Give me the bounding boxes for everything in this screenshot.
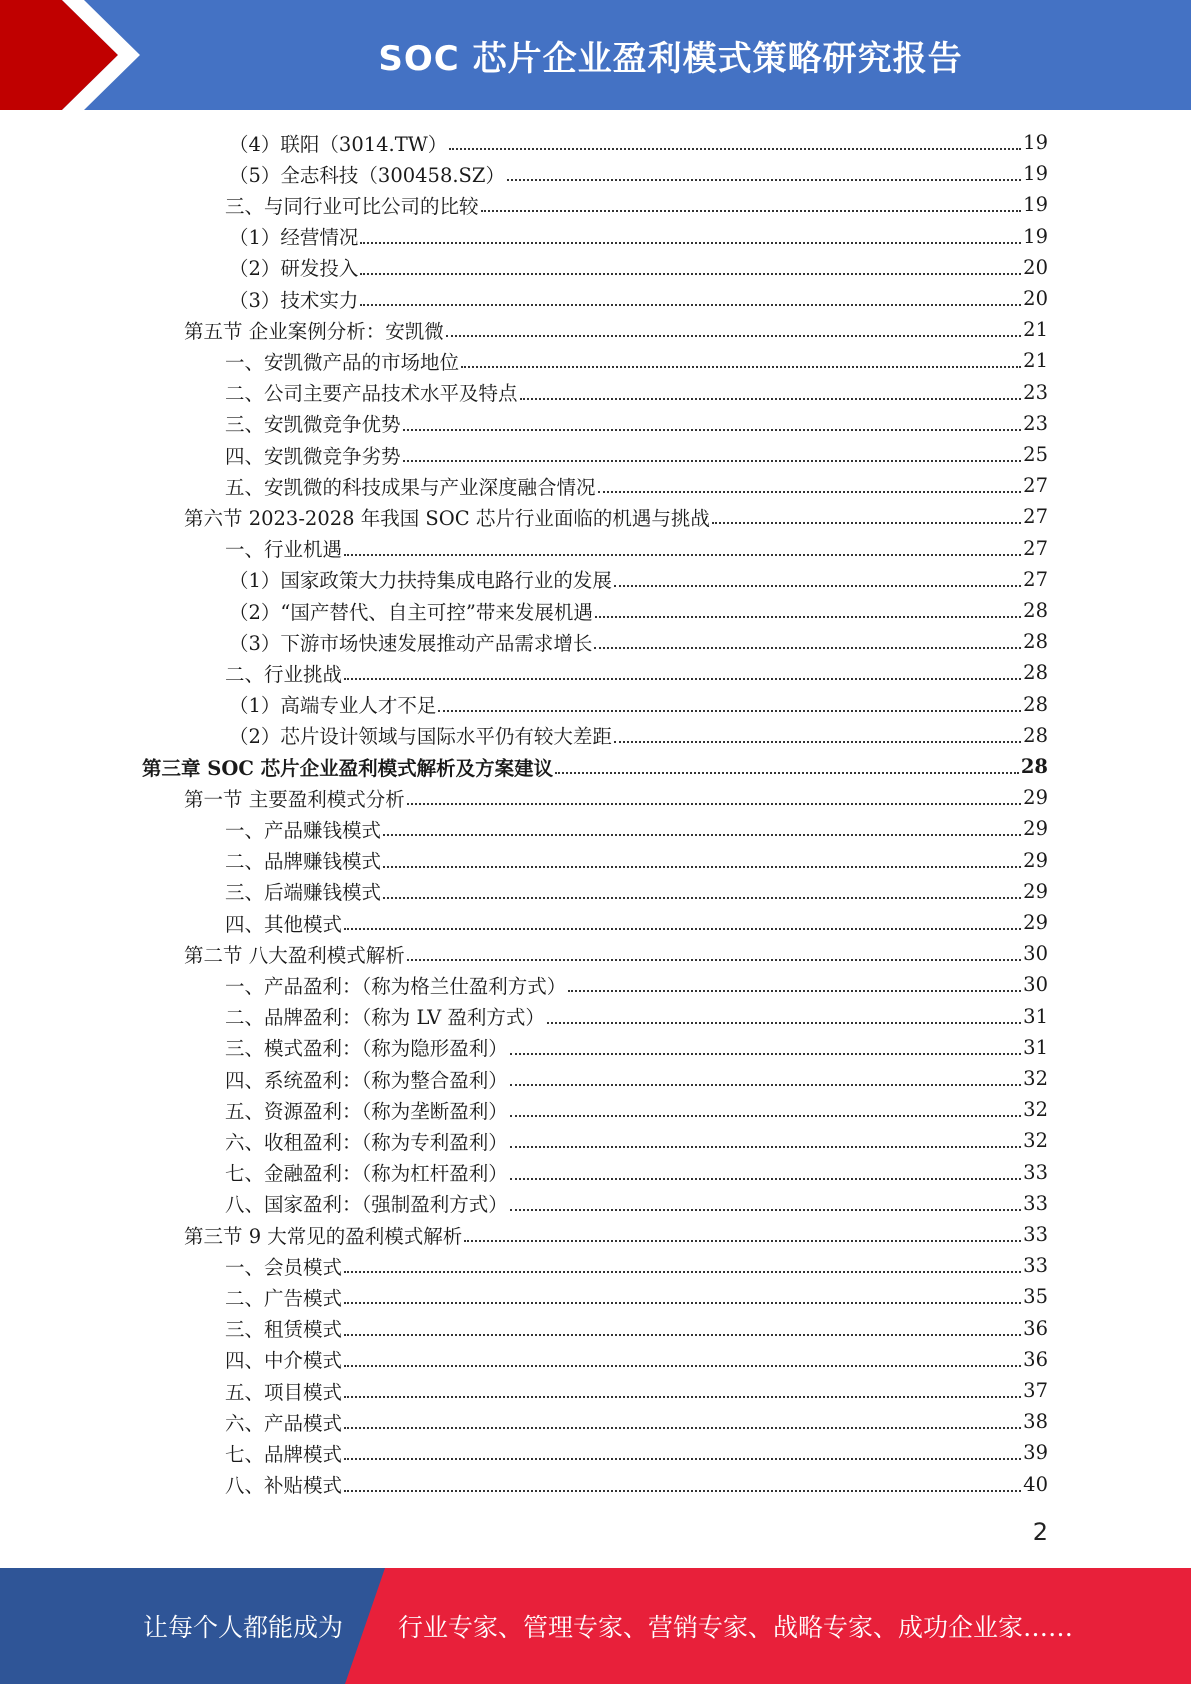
toc-entry-title: 二、行业挑战 [225,662,343,686]
toc-dot-leader [555,771,1019,774]
toc-entry[interactable] [225,1032,1048,1063]
toc-dot-leader [344,1364,1021,1367]
toc-dot-leader [360,241,1021,244]
toc-page-number: 21 [1023,318,1048,342]
toc-dot-leader [449,147,1021,150]
toc-dot-leader [446,334,1021,337]
toc-dot-leader [520,397,1022,400]
toc-dot-leader [598,490,1022,493]
toc-page-number: 23 [1023,411,1048,435]
toc-page-number: 19 [1023,193,1048,217]
toc-entry-title: 三、与同行业可比公司的比较 [225,194,479,218]
toc-page-number: 30 [1023,942,1048,966]
page-footer [0,1568,1191,1684]
toc-entry-title: 七、品牌模式 [225,1442,343,1466]
toc-entry[interactable] [184,501,1048,532]
toc-entry[interactable] [225,1313,1048,1344]
toc-dot-leader [344,1457,1021,1460]
toc-entry-title: 第二节 八大盈利模式解析 [184,943,405,967]
toc-entry[interactable] [225,1001,1048,1032]
toc-page-number: 28 [1020,755,1048,778]
toc-entry[interactable] [184,782,1048,813]
toc-entry-title: （2）研发投入 [229,257,359,281]
toc-page-number: 33 [1023,1160,1048,1184]
toc-entry[interactable] [225,470,1048,501]
toc-entry-title: （5）全志科技（300458.SZ） [229,163,505,187]
toc-entry-title: 三、模式盈利：（称为隐形盈利） [225,1037,508,1061]
toc-dot-leader [568,989,1021,992]
toc-entry-title: （3）下游市场快速发展推动产品需求增长 [229,631,593,655]
toc-entry-title: （1）经营情况 [229,226,359,250]
toc-entry-title: 二、公司主要产品技术水平及特点 [225,382,518,406]
toc-entry[interactable] [225,533,1048,564]
toc-page-number: 28 [1023,630,1048,654]
toc-entry-title: 三、租赁模式 [225,1318,343,1342]
toc-page-number: 23 [1023,380,1048,404]
toc-page-number: 36 [1023,1347,1048,1371]
toc-entry[interactable] [225,657,1048,688]
page-header [0,0,1191,110]
toc-entry-title: （3）技术实力 [229,288,359,312]
toc-entry-title: 二、品牌赚钱模式 [225,850,382,874]
toc-dot-leader [344,1395,1021,1398]
toc-entry-title: 第三章 SOC 芯片企业盈利模式解析及方案建议 [142,756,554,780]
page-number: 2 [1032,1518,1048,1546]
toc-dot-leader [438,709,1021,712]
toc-entry-title: 四、中介模式 [225,1349,343,1373]
toc-entry-title: （4）联阳（3014.TW） [229,132,448,156]
toc-page-number: 20 [1023,255,1048,279]
toc-entry-title: 四、安凯微竞争劣势 [225,444,401,468]
toc-page-number: 33 [1023,1191,1048,1215]
toc-page-number: 31 [1023,1004,1048,1028]
toc-entry[interactable] [225,1094,1048,1125]
toc-entry[interactable] [225,1375,1048,1406]
toc-entry-title: （2）“国产替代、自主可控”带来发展机遇 [229,600,593,624]
toc-page-number: 32 [1023,1129,1048,1153]
toc-dot-leader [510,1177,1021,1180]
toc-dot-leader [510,1208,1021,1211]
toc-dot-leader [712,521,1021,524]
toc-entry[interactable] [225,813,1048,844]
toc-page-number: 32 [1023,1098,1048,1122]
toc-page-number: 37 [1023,1379,1048,1402]
toc-dot-leader [403,428,1022,431]
toc-entry-title: 五、安凯微的科技成果与产业深度融合情况 [225,475,596,499]
toc-dot-leader [614,584,1021,587]
red-chevron-icon [0,0,150,110]
toc-entry-title: 七、金融盈利：（称为杠杆盈利） [225,1162,508,1186]
toc-entry-title: 一、行业机遇 [225,538,343,562]
toc-dot-leader [344,1270,1021,1273]
toc-page-number: 29 [1023,786,1048,810]
toc-entry-title: 第一节 主要盈利模式分析 [184,787,405,811]
toc-entry[interactable] [225,845,1048,876]
toc-entry[interactable] [225,1469,1048,1500]
toc-dot-leader [383,833,1021,836]
toc-entry-title: 六、产品模式 [225,1411,343,1435]
toc-dot-leader [383,896,1021,899]
toc-dot-leader [594,646,1021,649]
toc-dot-leader [510,1145,1021,1148]
toc-entry[interactable] [229,564,1048,595]
toc-page-number: 27 [1023,474,1048,498]
toc-entry-title: 三、后端赚钱模式 [225,881,382,905]
toc-entry[interactable] [229,283,1048,314]
toc-entry[interactable] [225,377,1048,408]
toc-page-number: 30 [1023,973,1048,997]
toc-entry[interactable] [225,907,1048,938]
footer-slogan-right: 行业专家、管理专家、营销专家、战略专家、成功企业家…… [398,1613,1074,1642]
toc-entry[interactable] [225,969,1048,1000]
toc-entry[interactable] [225,1188,1048,1219]
toc-entry[interactable] [229,595,1048,626]
toc-entry-title: 四、其他模式 [225,912,343,936]
toc-entry[interactable] [184,314,1048,345]
toc-chapter-entry[interactable] [142,751,1048,782]
toc-entry[interactable] [225,1344,1048,1375]
toc-dot-leader [407,958,1021,961]
toc-dot-leader [614,740,1021,743]
toc-page-number: 28 [1023,661,1048,685]
toc-dot-leader [481,209,1022,212]
toc-page-number: 29 [1023,817,1048,841]
toc-dot-leader [344,677,1021,680]
toc-entry-title: 一、产品赚钱模式 [225,818,382,842]
toc-entry[interactable] [225,189,1048,220]
toc-page-number: 21 [1023,349,1048,373]
toc-entry[interactable] [229,158,1048,189]
toc-entry-title: 五、项目模式 [225,1380,343,1404]
toc-page-number: 27 [1023,567,1048,591]
toc-entry-title: （1）国家政策大力扶持集成电路行业的发展 [229,569,612,593]
toc-page-number: 27 [1023,505,1048,529]
toc-entry[interactable] [225,439,1048,470]
toc-page-number: 19 [1023,162,1048,186]
toc-page-number: 36 [1023,1316,1048,1340]
toc-entry-title: 一、会员模式 [225,1255,343,1279]
toc-entry[interactable] [184,938,1048,969]
toc-entry[interactable] [225,1437,1048,1468]
toc-page-number: 28 [1023,599,1048,622]
toc-dot-leader [510,1114,1021,1117]
toc-dot-leader [510,1083,1021,1086]
toc-page-number: 20 [1023,287,1048,310]
toc-entry-title: （1）高端专业人才不足 [229,694,437,718]
toc-entry[interactable] [229,689,1048,720]
toc-entry-title: 第五节 企业案例分析：安凯微 [184,319,444,343]
document-title: SOC 芯片企业盈利模式策略研究报告 [378,38,963,79]
toc-entry-title: 二、广告模式 [225,1286,343,1310]
toc-page-number: 32 [1023,1067,1048,1090]
toc-entry[interactable] [225,1250,1048,1281]
toc-dot-leader [464,1239,1021,1242]
toc-entry[interactable] [229,720,1048,751]
toc-page-number: 29 [1023,911,1048,934]
toc-entry-title: （2）芯片设计领域与国际水平仍有较大差距 [229,725,612,749]
toc-page-number: 35 [1023,1285,1048,1309]
toc-entry-title: 第三节 9 大常见的盈利模式解析 [184,1224,463,1248]
toc-entry[interactable] [229,127,1048,158]
toc-page-number: 27 [1023,536,1048,560]
toc-page-number: 29 [1023,848,1048,872]
toc-page-number: 31 [1023,1035,1048,1059]
toc-entry-title: 五、资源盈利：（称为垄断盈利） [225,1099,508,1123]
toc-dot-leader [461,365,1021,368]
toc-page-number: 28 [1023,723,1048,747]
toc-dot-leader [360,272,1021,275]
toc-dot-leader [344,1489,1021,1492]
toc-entry-title: 六、收租盈利：（称为专利盈利） [225,1130,508,1154]
toc-entry-title: 一、安凯微产品的市场地位 [225,350,460,374]
toc-entry-title: 八、国家盈利：（强制盈利方式） [225,1193,508,1217]
toc-entry[interactable] [225,345,1048,376]
toc-page-number: 19 [1023,224,1048,248]
toc-dot-leader [383,865,1021,868]
toc-page-number: 19 [1023,131,1048,154]
toc-entry[interactable] [225,1406,1048,1437]
toc-page-number: 33 [1023,1254,1048,1278]
toc-page-number: 33 [1023,1223,1048,1246]
toc-page-number: 39 [1023,1441,1048,1465]
toc-entry[interactable] [225,1157,1048,1188]
toc-dot-leader [360,303,1021,306]
toc-entry[interactable] [184,1219,1048,1250]
toc-dot-leader [403,459,1022,462]
toc-dot-leader [344,553,1021,556]
toc-entry-title: 第六节 2023-2028 年我国 SOC 芯片行业面临的机遇与挑战 [184,506,710,530]
toc-entry-title: 三、安凯微竞争优势 [225,413,401,437]
toc-entry-title: 四、系统盈利：（称为整合盈利） [225,1068,508,1092]
toc-dot-leader [344,1426,1021,1429]
toc-entry[interactable] [225,1063,1048,1094]
toc-entry[interactable] [225,408,1048,439]
toc-page-number: 40 [1023,1472,1048,1496]
toc-dot-leader [595,615,1021,618]
footer-slogan-left: 让每个人都能成为 [143,1613,344,1642]
toc-entry-title: 二、品牌盈利：（称为 LV 盈利方式） [225,1006,545,1030]
toc-entry[interactable] [229,221,1048,252]
toc-page-number: 38 [1023,1410,1048,1434]
toc-dot-leader [507,178,1021,181]
toc-dot-leader [407,802,1021,805]
toc-entry[interactable] [225,1281,1048,1312]
toc-entry[interactable] [225,1125,1048,1156]
toc-dot-leader [510,1052,1021,1055]
toc-entry[interactable] [225,876,1048,907]
toc-entry[interactable] [229,626,1048,657]
toc-entry-title: 八、补贴模式 [225,1474,343,1498]
toc-dot-leader [547,1021,1021,1024]
toc-page-number: 28 [1023,692,1048,716]
toc-dot-leader [344,927,1021,930]
toc-page-number: 29 [1023,879,1048,903]
toc-dot-leader [344,1301,1021,1304]
toc-entry-title: 一、产品盈利：（称为格兰仕盈利方式） [225,974,567,998]
toc-dot-leader [344,1333,1021,1336]
toc-page-number: 25 [1023,443,1048,466]
toc-entry[interactable] [229,252,1048,283]
